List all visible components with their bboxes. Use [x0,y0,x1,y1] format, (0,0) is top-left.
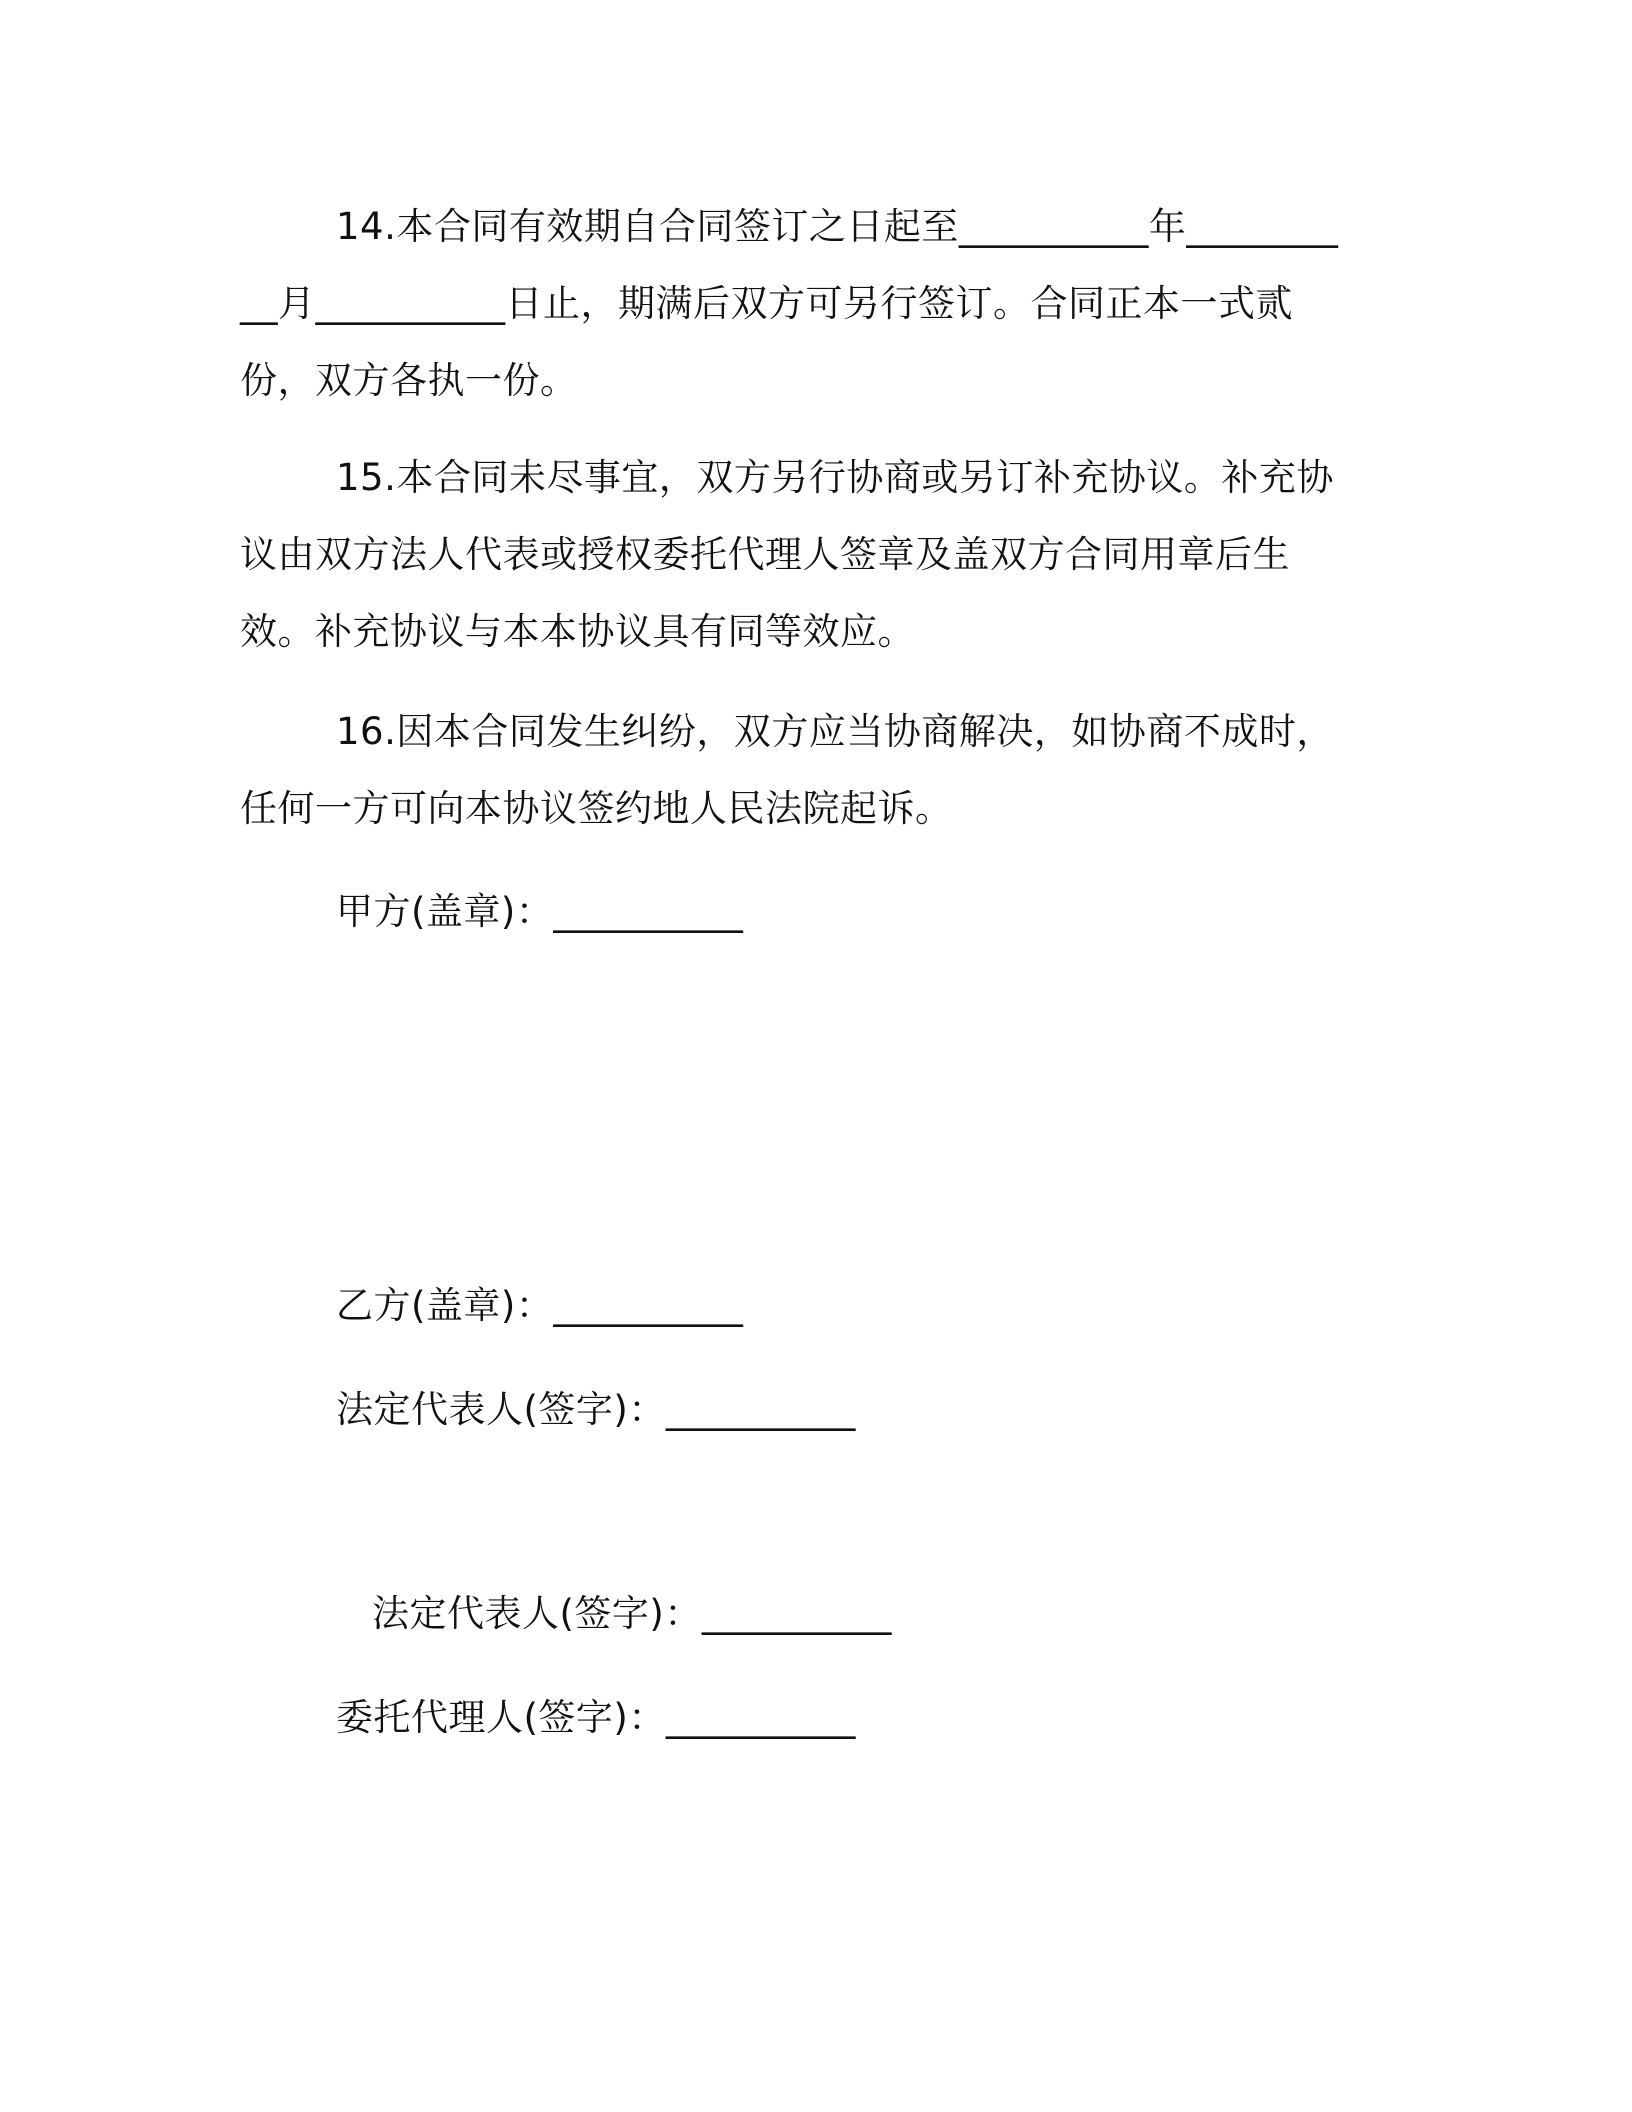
legal-representative-line-2: 法定代表人(签字)：__________ [372,1592,892,1635]
legal-representative-line-1: 法定代表人(签字)：__________ [336,1388,856,1431]
party-a-seal-line: 甲方(盖章)：__________ [336,890,744,933]
clause-15: 15.本合同未尽事宜，双方另行协商或另订补充协议。补充协议由双方法人代表或授权委托代理人签章及盖双方合同用章后生效。补充协议与本本协议具有同等效应。 [240,456,1334,653]
authorized-agent-line: 委托代理人(签字)：__________ [336,1696,856,1739]
clause-14: 14.本合同有效期自合同签订之日起至__________年__________月__________日止，期满后双方可另行签订。合同正本一式贰份，双方各执一份。 [240,205,1339,402]
clause-16: 16.因本合同发生纠纷，双方应当协商解决，如协商不成时，任何一方可向本协议签约地人民法院起诉。 [240,710,1334,830]
party-b-seal-line: 乙方(盖章)：__________ [336,1284,744,1327]
